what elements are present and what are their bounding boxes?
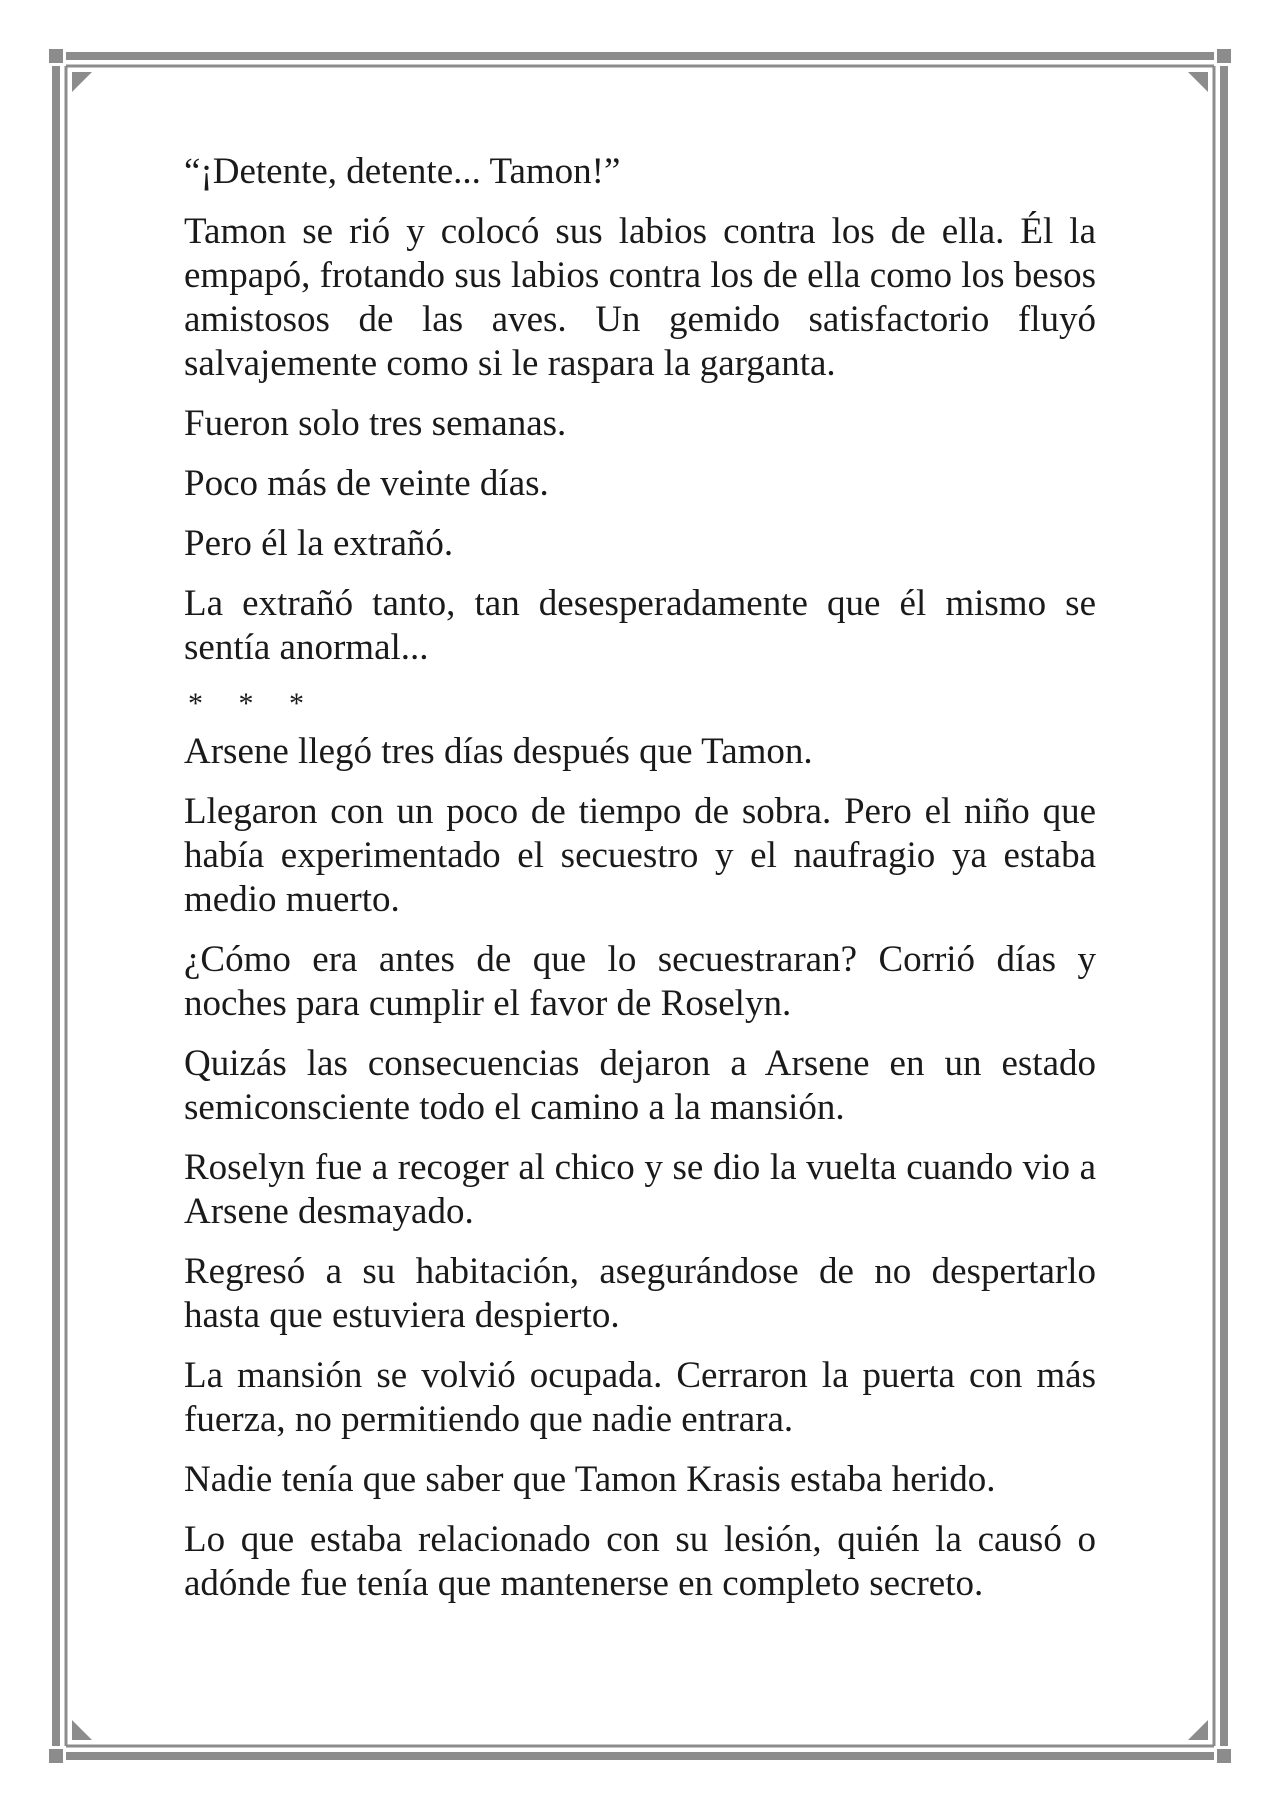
paragraph: Llegaron con un poco de tiempo de sobra. Pero el niño que había experimentado el secuestro y el naufragio ya estaba medio muerto. (184, 791, 1096, 920)
paragraph: Arsene llegó tres días después que Tamon. (184, 731, 813, 772)
paragraph: Fueron solo tres semanas. (184, 403, 567, 444)
paragraph: Quizás las consecuencias dejaron a Arsene en un estado semiconsciente todo el camino a la mansión. (184, 1043, 1096, 1128)
paragraph: Nadie tenía que saber que Tamon Krasis estaba herido. (184, 1459, 996, 1500)
page-text (184, 150, 1096, 1622)
scene-break: * * * (188, 687, 318, 720)
paragraph: Regresó a su habitación, asegurándose de no despertarlo hasta que estuviera despierto. (184, 1251, 1096, 1336)
paragraph: “¡Detente, detente... Tamon!” (184, 151, 621, 192)
paragraph: Lo que estaba relacionado con su lesión, quién la causó o adónde fue tenía que mantenerse en completo secreto. (184, 1519, 1096, 1604)
paragraph: La extrañó tanto, tan desesperadamente que él mismo se sentía anormal... (184, 583, 1096, 668)
paragraph: ¿Cómo era antes de que lo secuestraran? Corrió días y noches para cumplir el favor de Roselyn. (184, 939, 1096, 1024)
paragraph: Poco más de veinte días. (184, 463, 549, 504)
paragraph: La mansión se volvió ocupada. Cerraron la puerta con más fuerza, no permitiendo que nadie entrara. (184, 1355, 1096, 1440)
paragraph: Roselyn fue a recoger al chico y se dio la vuelta cuando vio a Arsene desmayado. (184, 1147, 1096, 1232)
paragraph: Tamon se rió y colocó sus labios contra los de ella. Él la empapó, frotando sus labios contra los de ella como los besos amistosos de las aves. Un gemido satisfactorio fluyó salvajemente como si le raspara la garganta. (184, 211, 1096, 384)
paragraph: Pero él la extrañó. (184, 523, 454, 564)
